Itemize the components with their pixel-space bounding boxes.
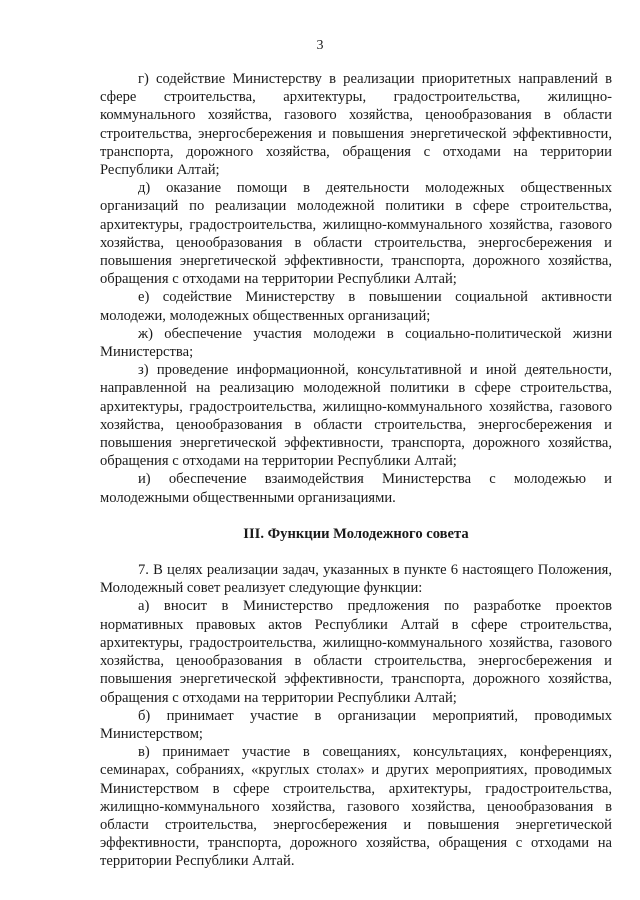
document-body — [100, 70, 612, 871]
paragraph-item-i: и) обеспечение взаимодействия Министерства с молодежью и молодежными общественными организациями. — [100, 471, 612, 506]
paragraph-item-z: з) проведение информационной, консультативной и иной деятельности, направленной на реализацию молодежной политики в сфере строительства, архитектуры, градостроительства, жилищно-коммунального хозяйства, газового хозяйства, ценообразования в области строительства, энергосбережения и повышения энергетической эффективности, транспорта, дорожного хозяйства, обращения с отходами на территории Республики Алтай; — [100, 362, 612, 470]
paragraph-item-a: а) вносит в Министерство предложения по разработке проектов нормативных правовых актов Республики Алтай в сфере строительства, архитектуры, градостроительства, жилищно-коммунального хозяйства, газового хозяйства, ценообразования в области строительства, энергосбережения и повышения энергетической эффективности, транспорта, дорожного хозяйства, обращения с отходами на территории Республики Алтай; — [100, 598, 612, 706]
paragraph-clause-7: 7. В целях реализации задач, указанных в пункте 6 настоящего Положения, Молодежный совет реализует следующие функции: — [100, 562, 612, 597]
paragraph-item-v: в) принимает участие в совещаниях, консультациях, конференциях, семинарах, собраниях, «круглых столах» и других мероприятиях, проводимых Министерством в сфере строительства, архитектуры, градостроительства, жилищно-коммунального хозяйства, газового хозяйства, ценообразования в области строительства, энергосбережения и повышения энергетической эффективности, транспорта, дорожного хозяйства, обращения с отходами на территории Республики Алтай. — [100, 744, 612, 870]
paragraph-item-b: б) принимает участие в организации мероприятий, проводимых Министерством; — [100, 707, 612, 742]
page-number: 3 — [316, 38, 324, 53]
paragraph-item-d: д) оказание помощи в деятельности молодежных общественных организаций по реализации молодежной политики в сфере строительства, архитектуры, градостроительства, жилищно-коммунального хозяйства, газового хозяйства, ценообразования в области строительства, энергосбережения и повышения энергетической эффективности, транспорта, дорожного хозяйства, обращения с отходами на территории Республики Алтай; — [100, 180, 612, 288]
paragraph-item-g: г) содействие Министерству в реализации приоритетных направлений в сфере строительства, архитектуры, градостроительства, жилищно-коммунального хозяйства, газового хозяйства, ценообразования в области строительства, энергосбережения и повышения энергетической эффективности, транспорта, дорожного хозяйства, обращения с отходами на территории Республики Алтай; — [100, 71, 612, 179]
section-heading: III. Функции Молодежного совета — [243, 525, 469, 542]
paragraph-item-zh: ж) обеспечение участия молодежи в социально-политической жизни Министерства; — [100, 325, 612, 361]
paragraph-item-e: е) содействие Министерству в повышении социальной активности молодежи, молодежных общественных организаций; — [100, 289, 612, 324]
